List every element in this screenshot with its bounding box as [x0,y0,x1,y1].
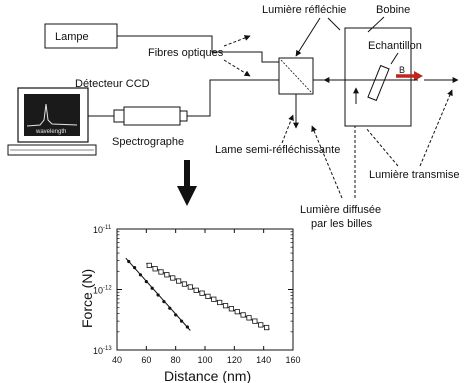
data-point-square [159,270,163,274]
scattered-pointer-2 [312,126,342,198]
spectrograph-port [180,111,187,121]
x-tick-label: 100 [197,355,213,365]
data-point-dot [145,280,148,283]
splitter-label: Lame semi-réfléchissante [215,144,341,156]
reflected-pointer-1 [296,18,320,56]
data-point-dot [127,260,130,263]
screen-caption: wavelength [36,129,67,135]
splitter-pointer [282,115,293,143]
fibre-pointer-1 [224,36,250,46]
reflected-label: Lumière réfléchie [262,4,347,16]
lamp-label: Lampe [55,31,89,43]
y-tick-label: $10^{-13}$ [93,346,112,356]
data-point-square [200,291,204,295]
transmitted-label: Lumière transmise [369,169,460,181]
data-point-square [212,297,216,301]
scattered-label-2: par les billes [311,218,373,230]
ccd-detector [114,110,124,122]
y-tick-label: $10^{-11}$ [93,225,112,235]
spectro-label: Spectrographe [112,136,185,148]
data-point-square [153,267,157,271]
computer [8,88,96,155]
transmitted-pointer-2 [420,90,452,166]
data-point-square [253,319,257,323]
down-arrow-head [177,186,197,206]
data-point-square [241,313,245,317]
fibres-label: Fibres optiques [148,47,224,59]
data-point-square [235,309,239,313]
x-tick-label: 80 [170,355,181,365]
data-point-square [165,273,169,277]
beam-splitter [279,58,313,94]
transmitted-pointer [366,128,398,166]
data-point-dot [156,293,159,296]
data-point-square [223,303,227,307]
data-point-square [182,282,186,286]
x-tick-label: 160 [285,355,301,365]
reflected-pointer-2 [328,18,340,30]
spectrograph-box [124,107,180,125]
x-tick-label: 40 [111,355,123,365]
data-point-dot [174,313,177,316]
data-point-square [259,323,263,327]
b-field-label: B [399,65,406,75]
data-point-square [188,285,192,289]
data-point-dot [151,287,154,290]
y-axis-label: Force (N) [79,268,95,328]
data-point-dot [168,307,171,310]
data-point-dot [133,266,136,269]
data-point-dot [186,325,189,328]
plot-frame [117,229,293,350]
x-tick-label: 140 [256,355,272,365]
scattered-label-1: Lumière diffusée [300,204,382,216]
sample-label: Echantillon [368,40,422,52]
x-axis-label: Distance (nm) [164,368,252,383]
x-tick-label: 120 [226,355,242,365]
data-point-square [217,300,221,304]
data-point-square [147,263,151,267]
spectro-fibre [187,80,279,116]
data-point-square [176,279,180,283]
data-point-dot [139,273,142,276]
data-point-square [206,294,210,298]
data-point-square [229,307,233,311]
lamp [45,24,117,48]
y-tick-label: $10^{-12}$ [93,285,112,296]
data-point-square [264,325,268,329]
data-point-square [171,276,175,280]
fibre-pointer-2 [224,60,250,76]
data-point-square [247,316,251,320]
data-point-dot [180,320,183,323]
down-arrow-shaft [184,160,190,188]
data-point-square [194,288,198,292]
x-tick-label: 60 [141,355,152,365]
data-point-dot [162,300,165,303]
ccd-label: Détecteur CCD [75,78,150,90]
force-distance-chart [79,225,301,383]
coil-label: Bobine [376,4,411,16]
